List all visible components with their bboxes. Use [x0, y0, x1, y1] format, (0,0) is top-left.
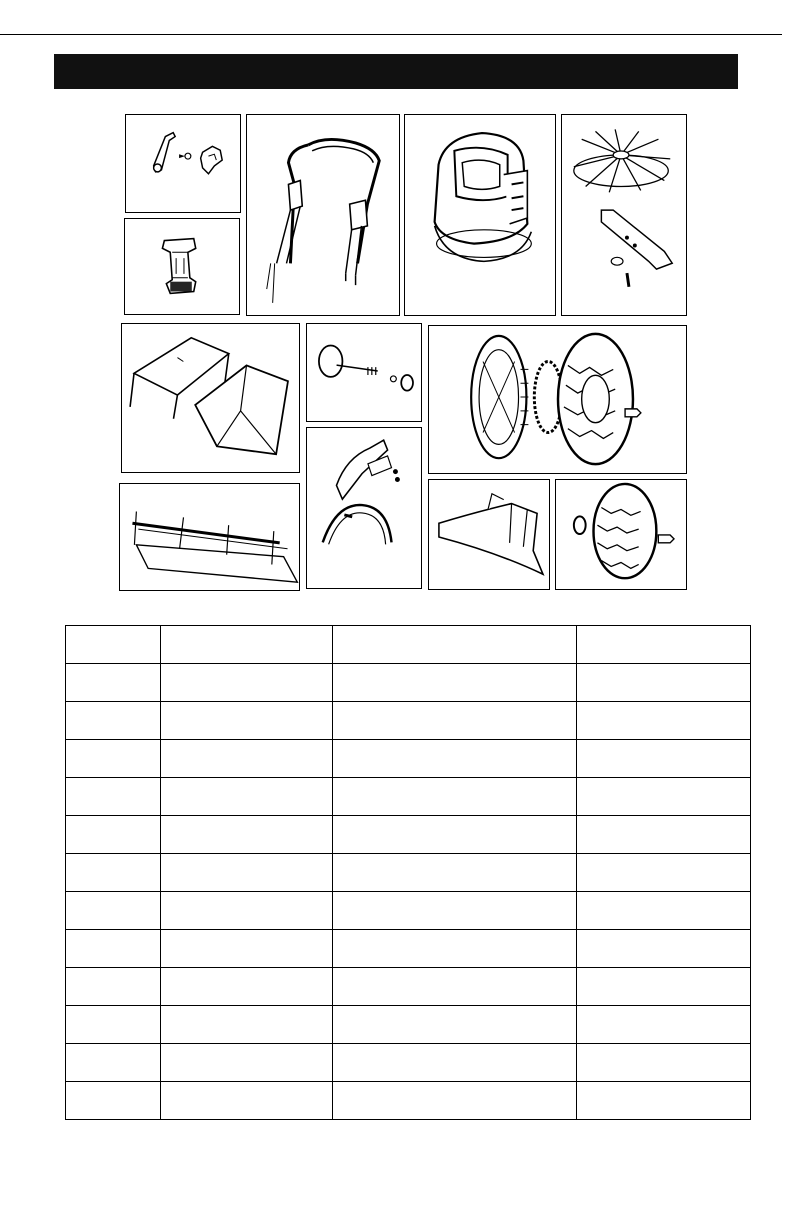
table-cell	[577, 968, 751, 1006]
table-cell	[577, 1006, 751, 1044]
table-cell	[333, 778, 577, 816]
table-cell	[161, 930, 333, 968]
table-cell	[577, 626, 751, 664]
table-cell	[161, 892, 333, 930]
wheel-icon	[429, 326, 686, 473]
table-cell	[161, 778, 333, 816]
axle-knob-icon	[307, 324, 421, 421]
figure-fan-and-blade	[561, 114, 687, 316]
flap-icon	[120, 484, 299, 590]
lever-icon	[307, 428, 421, 588]
figure-clip	[124, 218, 240, 315]
table-cell	[161, 968, 333, 1006]
handle-icon	[247, 115, 399, 315]
table-cell	[161, 1044, 333, 1082]
table-cell	[66, 816, 161, 854]
table-cell	[333, 1044, 577, 1082]
table-cell	[161, 1082, 333, 1120]
table-row	[66, 1082, 751, 1120]
table-cell	[333, 740, 577, 778]
table-cell	[66, 740, 161, 778]
wheel-icon	[556, 480, 686, 589]
table-cell	[66, 778, 161, 816]
figure-handle-assembly	[246, 114, 400, 316]
section-header-banner	[54, 54, 738, 89]
table-cell	[577, 702, 751, 740]
figure-front-wheel	[555, 479, 687, 590]
table-cell	[577, 816, 751, 854]
figure-discharge-chute	[428, 479, 550, 590]
table-row	[66, 702, 751, 740]
table-row	[66, 816, 751, 854]
table-cell	[66, 1006, 161, 1044]
table-cell	[333, 854, 577, 892]
table-cell	[66, 664, 161, 702]
table-cell	[577, 892, 751, 930]
figure-bolt-and-knob	[125, 114, 241, 213]
figure-switch-lever	[306, 427, 422, 589]
parts-table	[65, 625, 751, 1120]
table-row	[66, 892, 751, 930]
clip-icon	[125, 219, 239, 314]
table-cell	[333, 816, 577, 854]
table-cell	[66, 892, 161, 930]
table-cell	[66, 968, 161, 1006]
table-row	[66, 740, 751, 778]
table-cell	[333, 664, 577, 702]
table-cell	[333, 702, 577, 740]
chute-icon	[429, 480, 549, 589]
figure-rear-flap	[119, 483, 300, 591]
table-cell	[66, 1082, 161, 1120]
table-cell	[333, 892, 577, 930]
table-cell	[161, 854, 333, 892]
table-cell	[333, 1082, 577, 1120]
table-cell	[66, 854, 161, 892]
table-cell	[333, 1006, 577, 1044]
table-row	[66, 968, 751, 1006]
table-row	[66, 778, 751, 816]
fan-icon	[562, 115, 686, 315]
table-cell	[577, 1044, 751, 1082]
table-cell	[66, 930, 161, 968]
table-cell	[333, 968, 577, 1006]
figure-grass-bag	[121, 323, 300, 473]
table-row	[66, 626, 751, 664]
table-cell	[577, 778, 751, 816]
table-cell	[66, 702, 161, 740]
table-cell	[161, 664, 333, 702]
figure-axle-knob	[306, 323, 422, 422]
table-row	[66, 1006, 751, 1044]
table-row	[66, 664, 751, 702]
table-row	[66, 854, 751, 892]
table-cell	[161, 626, 333, 664]
table-cell	[577, 930, 751, 968]
table-cell	[161, 702, 333, 740]
table-cell	[577, 1082, 751, 1120]
table-cell	[577, 664, 751, 702]
table-cell	[333, 930, 577, 968]
table-cell	[66, 1044, 161, 1082]
bolt-icon	[126, 115, 240, 212]
figure-rear-wheel	[428, 325, 687, 474]
grass-bag-icon	[122, 324, 299, 472]
table-cell	[161, 1006, 333, 1044]
table-row	[66, 930, 751, 968]
table-row	[66, 1044, 751, 1082]
table-cell	[577, 740, 751, 778]
table-cell	[333, 626, 577, 664]
figure-motor-housing	[404, 114, 556, 316]
table-cell	[161, 816, 333, 854]
top-rule	[0, 34, 782, 35]
table-cell	[577, 854, 751, 892]
motor-housing-icon	[405, 115, 555, 315]
table-cell	[161, 740, 333, 778]
table-cell	[66, 626, 161, 664]
